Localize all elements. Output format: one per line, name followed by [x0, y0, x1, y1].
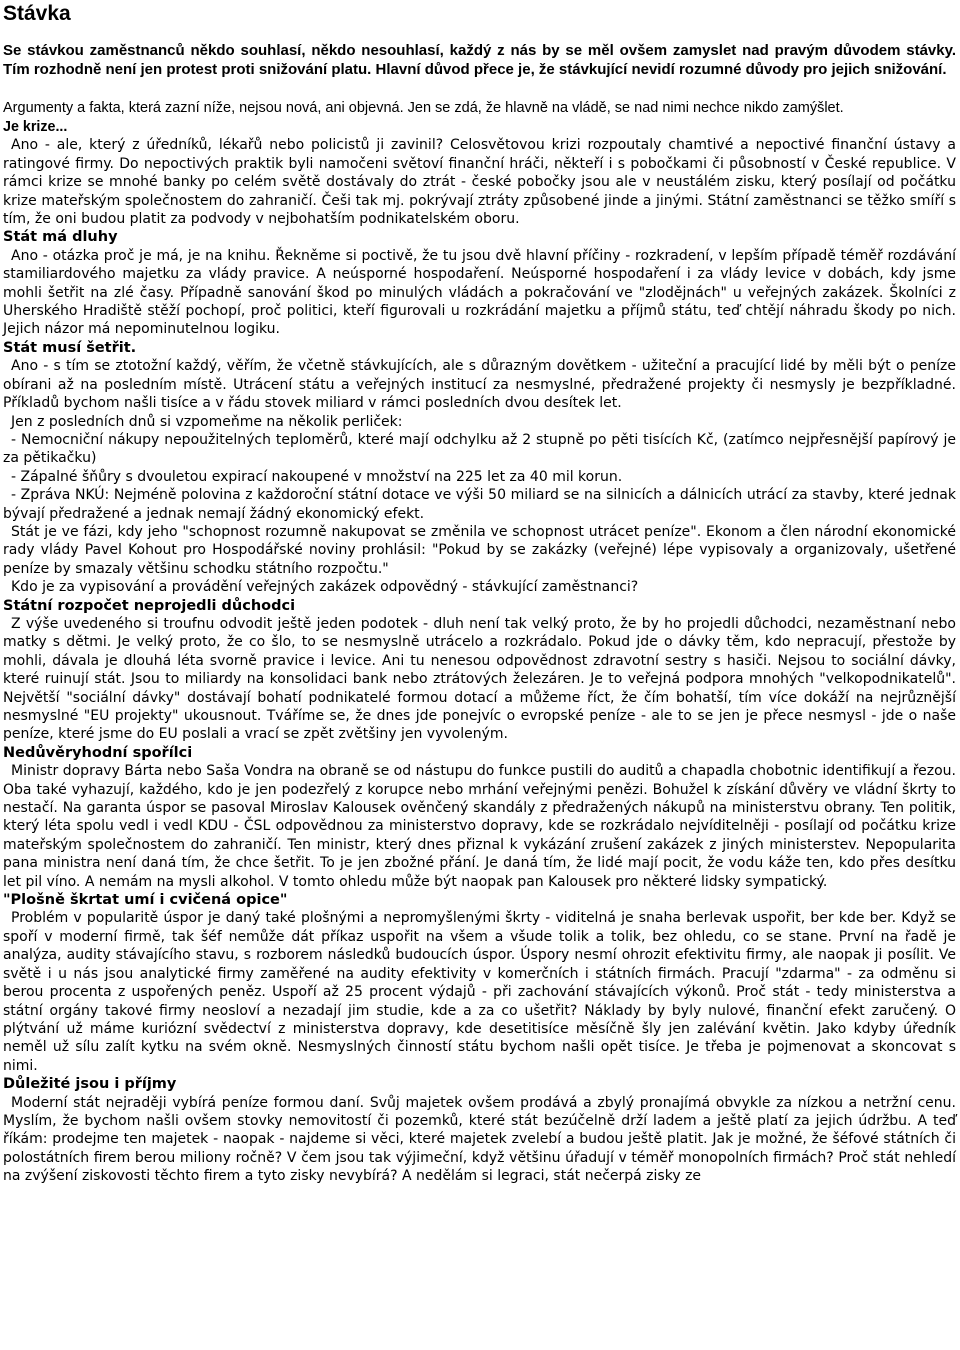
section-paragraph: Ano - ale, který z úředníků, lékařů nebo policistů ji zavinil? Celosvětovou krizi rozpoutaly chamtivé a nepoctivé finanční ústavy a ratingové firmy. Do nepoctivých praktik byli namočeni světoví finanční hráči, někteří i s pobočkami či působností v České republice. V rámci krize se mnohé banky po celém světě dostávaly do ztrát - české pobočky jsou ale v neustálém zisku, který posílají od počátku krize mateřským společnostem do zahraničí. Češi tak mj. pokrývají ztráty způsobené jinde a jinými. Státní zaměstnanci se těžko smíří s tím, že oni budou platit za podvody v nejbohatším podnikatelském oboru.: [3, 137, 956, 228]
section-paragraph: Ministr dopravy Bárta nebo Saša Vondra na obraně se od nástupu do funkce pustili do auditů a chapadla chobotnic identifikují a řezou. Oba také vyhazují, každého, kdo je jen podezřelý z korupce nebo mrhání veřejnými penězi. Bohužel k získání důvěry ve vládní škrty to nestačí. Na garanta úspor se pasoval Miroslav Kalousek ověnčený skandály z předražených nákupů na ministerstvu obrany. Ten politik, který léta spolu vedl i vedl KDU - ČSL odpovědnou za ministerstvo dopravy, kde se rozkrádalo nejvíditelněji - posílají od počátku krize mateřským společnostem do zahraničí. Ten ministr, který dnes přiznal k vykázání zrušení zakázek z jiných ministerstev. Nepopularita pana ministra není daná tím, že chce šetřit. To je jen zbožné přání. Je daná tím, že lidé mají pocit, že vodu káže ten, kdo přes desítku let pil víno. A nemám na mysli alkohol. V tomto ohledu může být naopak pan Kalousek pro některé lidsky sympatický.: [3, 763, 956, 890]
section-paragraph: Moderní stát nejraději vybírá peníze formou daní. Svůj majetek ovšem prodává a zbylý pronajímá obvykle za nízkou a netržní cenu. Myslím, že bychom našli ovšem stovky nemovitostí či pozemků, které stát bezúčelně drží ladem a ještě platí za jejich údržbu. A teď říkám: prodejme ten majetek - naopak - najdeme si věci, které majetek zvelebí a budou ještě platit. Jak je možné, že šéfové státních či polostátních firem berou miliony ročně? V čem jsou tak výjimeční, když většinu úřadují v téměř monopolních firmách? Proč stát nehledí na zvýšení ziskovosti těchto firem a tyto zisky nevybírá? A nedělám si legraci, stát nečerpá zisky ze: [3, 1094, 956, 1185]
intro-paragraph: Se stávkou zaměstnanců někdo souhlasí, někdo nesouhlasí, každý z nás by se měl ovšem zamyslet nad pravým důvodem stávky. Tím rozhodně není jen protest proti snižování platu. Hlavní důvod přece je, že stávkující nevidí rozumné důvody pro jejich snižování.: [3, 42, 956, 78]
section-paragraph: Stát je ve fázi, kdy jeho "schopnost rozumně nakupovat se změnila ve schopnost utrácet peníze". Ekonom a člen národní ekonomické rady vlády Pavel Kohout pro Hospodářské noviny prohlásil: "Pokud by se zakázky (veřejné) lépe vypisovaly a organizovaly, ušetřené peníze by smazaly většinu schodku státního rozpočtu.": [3, 523, 956, 577]
section-heading: Státní rozpočet neprojedli důchodci: [3, 597, 296, 614]
section-heading: Je krize...: [3, 119, 68, 135]
section-heading: "Plošně škrtat umí i cvičená opice": [3, 892, 288, 909]
article-body: [3, 118, 956, 1186]
section-paragraph: Z výše uvedeného si troufnu odvodit ještě jeden podotek - dluh není tak velký proto, že by ho projedli důchodci, nezaměstnaní nebo matky s dětmi. Je velký proto, že co šlo, to se nesmyslně utrácelo a rozkrádalo. Pokud jde o dávky těm, kdo nepracují, přestože by mohli, dávala je dlouhá léta svorně pravice i levice. Ani tu nenesou odpovědnost zdravotní sestry s hasiči. Nejsou to sociální dávky, které ruinují stát. Jsou to miliardy na konsolidaci bank nebo ztrátových železáren. Je to veřejná podpora mnohých "velkopodnikatelů". Největší "sociální dávky" dostávají bohatí podnikatelé formou dotací a můžeme říct, že čím bohatší, tím více dokáží na nejrůznější nesmyslné "EU projekty" ukousnout. Tváříme se, že dnes jde ponejvíc o evropské peníze - ale to se jen je přece nesmysl - jde o naše peníze, které jsme do EU poslali a vrací se zpět zvětšiny jen vyvoleným.: [3, 615, 956, 743]
section-paragraph: Jen z posledních dnů si vzpomeňme na několik perliček:: [11, 413, 403, 430]
section-heading: Stát má dluhy: [3, 229, 118, 246]
page-title: Stávka: [3, 2, 71, 25]
section-paragraph: - Zpráva NKÚ: Nejméně polovina z každoroční státní dotace ve výši 50 miliard se na silnicích a dálnicích utrácí za stavby, které jednak bývají předražené a jednak nemají žádný ekonomický efekt.: [3, 487, 956, 522]
section-paragraph: - Nemocniční nákupy nepoužitelných teploměrů, které mají odchylku až 2 stupně po pěti tisících Kč, (zatímco nejpřesnější papírový je za pětikačku): [3, 431, 956, 467]
section-paragraph: Kdo je za vypisování a provádění veřejných zakázek odpovědný - stávkující zaměstnanci?: [11, 579, 639, 596]
lead-paragraph: Argumenty a fakta, která zazní níže, nejsou nová, ani objevná. Jen se zdá, že hlavně na vládě, se nad nimi nechce nikdo zamýšlet.: [3, 100, 844, 116]
section-paragraph: - Zápalné šňůry s dvouletou expirací nakoupené v množství na 225 let za 40 mil korun.: [11, 468, 623, 485]
section-heading: Důležité jsou i příjmy: [3, 1076, 177, 1093]
section-heading: Stát musí šetřit.: [3, 339, 137, 356]
section-paragraph: Ano - otázka proč je má, je na knihu. Řekněme si poctivě, že tu jsou dvě hlavní příčiny - rozkradení, v lepším případě téměř rozdávání stamiliardového majetku za vlády pravice. A neúsporné hospodaření. Neúsporné hospodaření i za vlády levice v dobách, kdy jsme mohli šetřit na zlé časy. Případně sanování škod po minulých vládách a pokračování ve "zlodějnách" u veřejných zakázek. Školníci z Uherského Hradiště stěží pochopí, proč politici, kteří figurovali u rozkrádání majetku a příjmů státu, teď chtějí náhradu škody po nich. Jejich názor má nepominutelnou logiku.: [3, 247, 956, 338]
section-paragraph: Ano - s tím se ztotožní každý, věřím, že včetně stávkujících, ale s důrazným dovětkem - užiteční a pracující lidé by měli být o peníze obírani až na posledním místě. Utrácení státu a veřejných institucí za nesmyslné, předražené projekty či nesmysly je bezpříkladné. Příkladů bychom našli tisíce a v řádu stovek miliard v rámci posledních dvou desítek let.: [3, 358, 956, 412]
section-paragraph: Problém v popularitě úspor je daný také plošnými a nepromyšlenými škrty - viditelná je snaha berlevak uspořit, ber kde ber. Když se spoří v moderní firmě, tak šéf nemůže dát příkaz uspořit na všem a všude tolik a tolik, bez ohledu, co se stane. První na řadě je analýza, audity stávajícího stavu, s rozborem následků budoucích úspor. Úspory nesmí ohrozit efektivitu firmy, ale naopak ji posílit. Ve světě i u nás jsou analytické firmy zaměřené na audity efektivity v komerčních i státních firmách. Pracují "zdarma" - za odměnu si berou procenta z uspořených peněz. Uspoří až 25 procent výdajů - při zachování stávajících výkonů. Proč stát - tedy ministerstva a státní orgány takové firmy neosloví a nezadají jim studie, kde a za co ušetřit? Náklady by byly nulové, finanční efekt zaručený. O plýtvání už máme kuriózní svědectví z ministerstva dopravy, kde desetitisíce měsíčně šly jen zalévání květin. Jako kdyby úředník neměl už sílu zalít kytku na svém okně. Nesmyslných činností státu bychom našli opět tisíce. Je třeba je pojmenovat a skoncovat s nimi.: [3, 910, 956, 1074]
section-heading: Nedůvěryhodní spořílci: [3, 744, 193, 761]
